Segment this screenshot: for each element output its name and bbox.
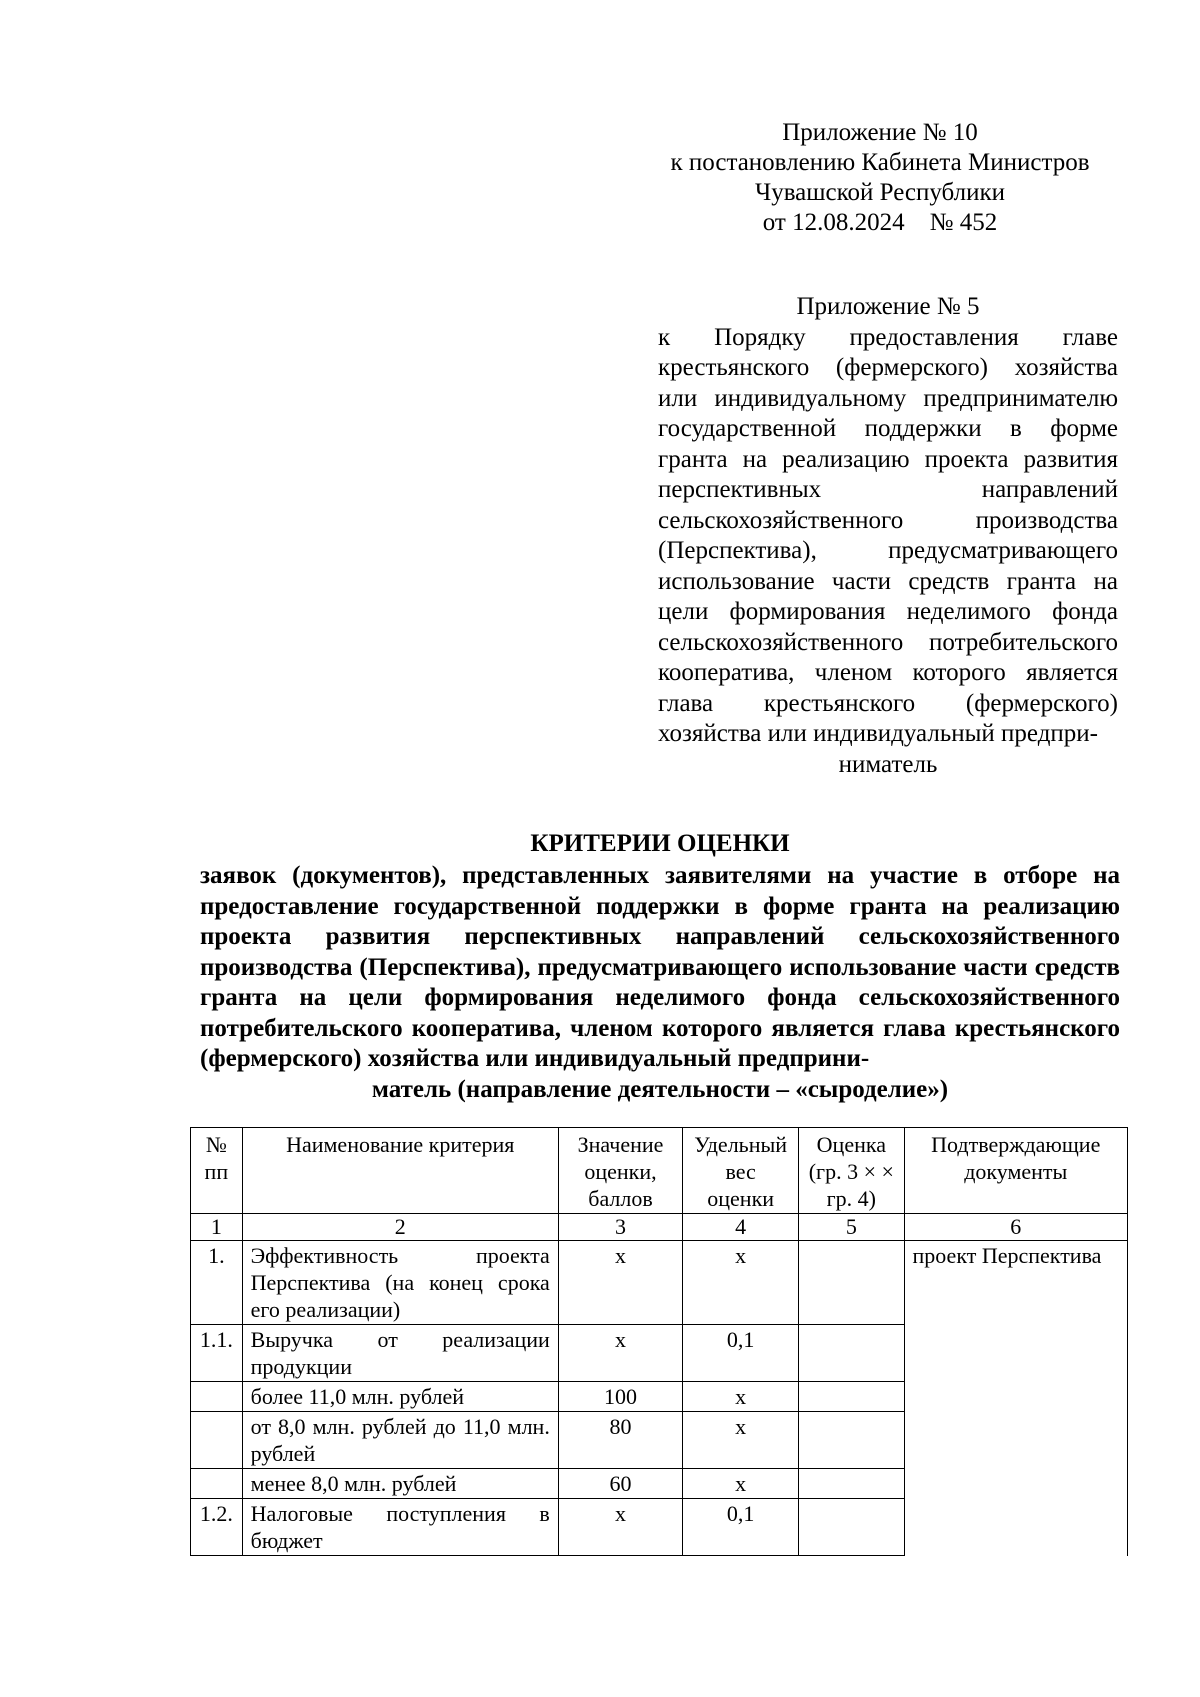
appendix-order-title: Приложение № 5 bbox=[796, 293, 980, 320]
appendix-order-text bbox=[658, 323, 1118, 781]
criteria-subtitle-end: матель (направление деятельности – «сыроделие») bbox=[371, 1075, 949, 1103]
row-num: 1.2. bbox=[191, 1499, 243, 1556]
row-value: х bbox=[558, 1325, 682, 1382]
criteria-title: КРИТЕРИИ ОЦЕНКИ bbox=[530, 830, 790, 857]
row-docs: проект Перспектива bbox=[904, 1241, 1127, 1556]
header-value: Значение оценки, баллов bbox=[558, 1128, 682, 1214]
col-number: 4 bbox=[683, 1214, 799, 1241]
col-number: 6 bbox=[904, 1214, 1127, 1241]
appendix-order-body-end: ниматель bbox=[838, 750, 938, 778]
appendix-main-header bbox=[640, 118, 1120, 238]
appendix-order-body: к Порядку предоставления главе крестьянского (фермерского) хозяйства или индивидуальному предпринимателю государственной поддержки в форме гранта на реализацию проекта развития перспективных направлений сельскохозяйственного производства (Перспектива), предусматривающего использование части средств гранта на цели формирования неделимого фонда сельскохозяйственного потребительского кооператива, членом которого является глава крестьянского (фермерского) хозяйства или индивидуальный предпри- bbox=[658, 323, 1118, 747]
header-docs: Подтверждающие документы bbox=[904, 1128, 1127, 1214]
row-value: 100 bbox=[558, 1382, 682, 1412]
row-name: от 8,0 млн. рублей до 11,0 млн. рублей bbox=[242, 1412, 558, 1469]
criteria-table bbox=[190, 1127, 1128, 1556]
row-score bbox=[799, 1469, 904, 1499]
row-score bbox=[799, 1325, 904, 1382]
header-weight: Удельный вес оценки bbox=[683, 1128, 799, 1214]
criteria-subtitle-body: заявок (документов), представленных заявителями на участие в отборе на предоставление государственной поддержки в форме гранта на реализацию проекта развития перспективных направлений сельскохозяйственного производства (Перспектива), предусматривающего использование части средств гранта на цели формирования неделимого фонда сельскохозяйственного потребительского кооператива, членом которого является глава крестьянского (фермерского) хозяйства или индивидуальный предприни- bbox=[200, 862, 1120, 1072]
row-score bbox=[799, 1382, 904, 1412]
row-weight: х bbox=[683, 1469, 799, 1499]
row-value: 80 bbox=[558, 1412, 682, 1469]
row-weight: х bbox=[683, 1382, 799, 1412]
table-row bbox=[191, 1241, 1128, 1325]
column-number-row bbox=[191, 1214, 1128, 1241]
row-num: 1.1. bbox=[191, 1325, 243, 1382]
table-header-row bbox=[191, 1128, 1128, 1214]
row-name: менее 8,0 млн. рублей bbox=[242, 1469, 558, 1499]
row-num bbox=[191, 1382, 243, 1412]
appendix-main-line3: Чувашской Республики bbox=[754, 179, 1006, 206]
row-score bbox=[799, 1499, 904, 1556]
row-weight: х bbox=[683, 1241, 799, 1325]
row-num bbox=[191, 1412, 243, 1469]
row-num bbox=[191, 1469, 243, 1499]
appendix-main-line4: от 12.08.2024 № 452 bbox=[762, 209, 998, 236]
header-score: Оценка (гр. 3 × × гр. 4) bbox=[799, 1128, 904, 1214]
criteria-subtitle bbox=[200, 861, 1120, 1105]
header-name: Наименование критерия bbox=[242, 1128, 558, 1214]
row-name: более 11,0 млн. рублей bbox=[242, 1382, 558, 1412]
col-number: 3 bbox=[558, 1214, 682, 1241]
row-name: Налоговые поступления в бюджет bbox=[242, 1499, 558, 1556]
row-value: 60 bbox=[558, 1469, 682, 1499]
col-number: 5 bbox=[799, 1214, 904, 1241]
row-score bbox=[799, 1412, 904, 1469]
appendix-order-header bbox=[658, 292, 1118, 780]
row-score bbox=[799, 1241, 904, 1325]
row-name: Эффективность проекта Перспектива (на конец срока его реализации) bbox=[242, 1241, 558, 1325]
appendix-main-line1: Приложение № 10 bbox=[782, 119, 978, 146]
col-number: 2 bbox=[242, 1214, 558, 1241]
row-num: 1. bbox=[191, 1241, 243, 1325]
appendix-main-line2: к постановлению Кабинета Министров bbox=[670, 149, 1090, 176]
col-number: 1 bbox=[191, 1214, 243, 1241]
row-weight: 0,1 bbox=[683, 1499, 799, 1556]
header-num: № пп bbox=[191, 1128, 243, 1214]
row-value: х bbox=[558, 1499, 682, 1556]
row-weight: 0,1 bbox=[683, 1325, 799, 1382]
row-weight: х bbox=[683, 1412, 799, 1469]
row-name: Выручка от реализации продукции bbox=[242, 1325, 558, 1382]
row-value: х bbox=[558, 1241, 682, 1325]
